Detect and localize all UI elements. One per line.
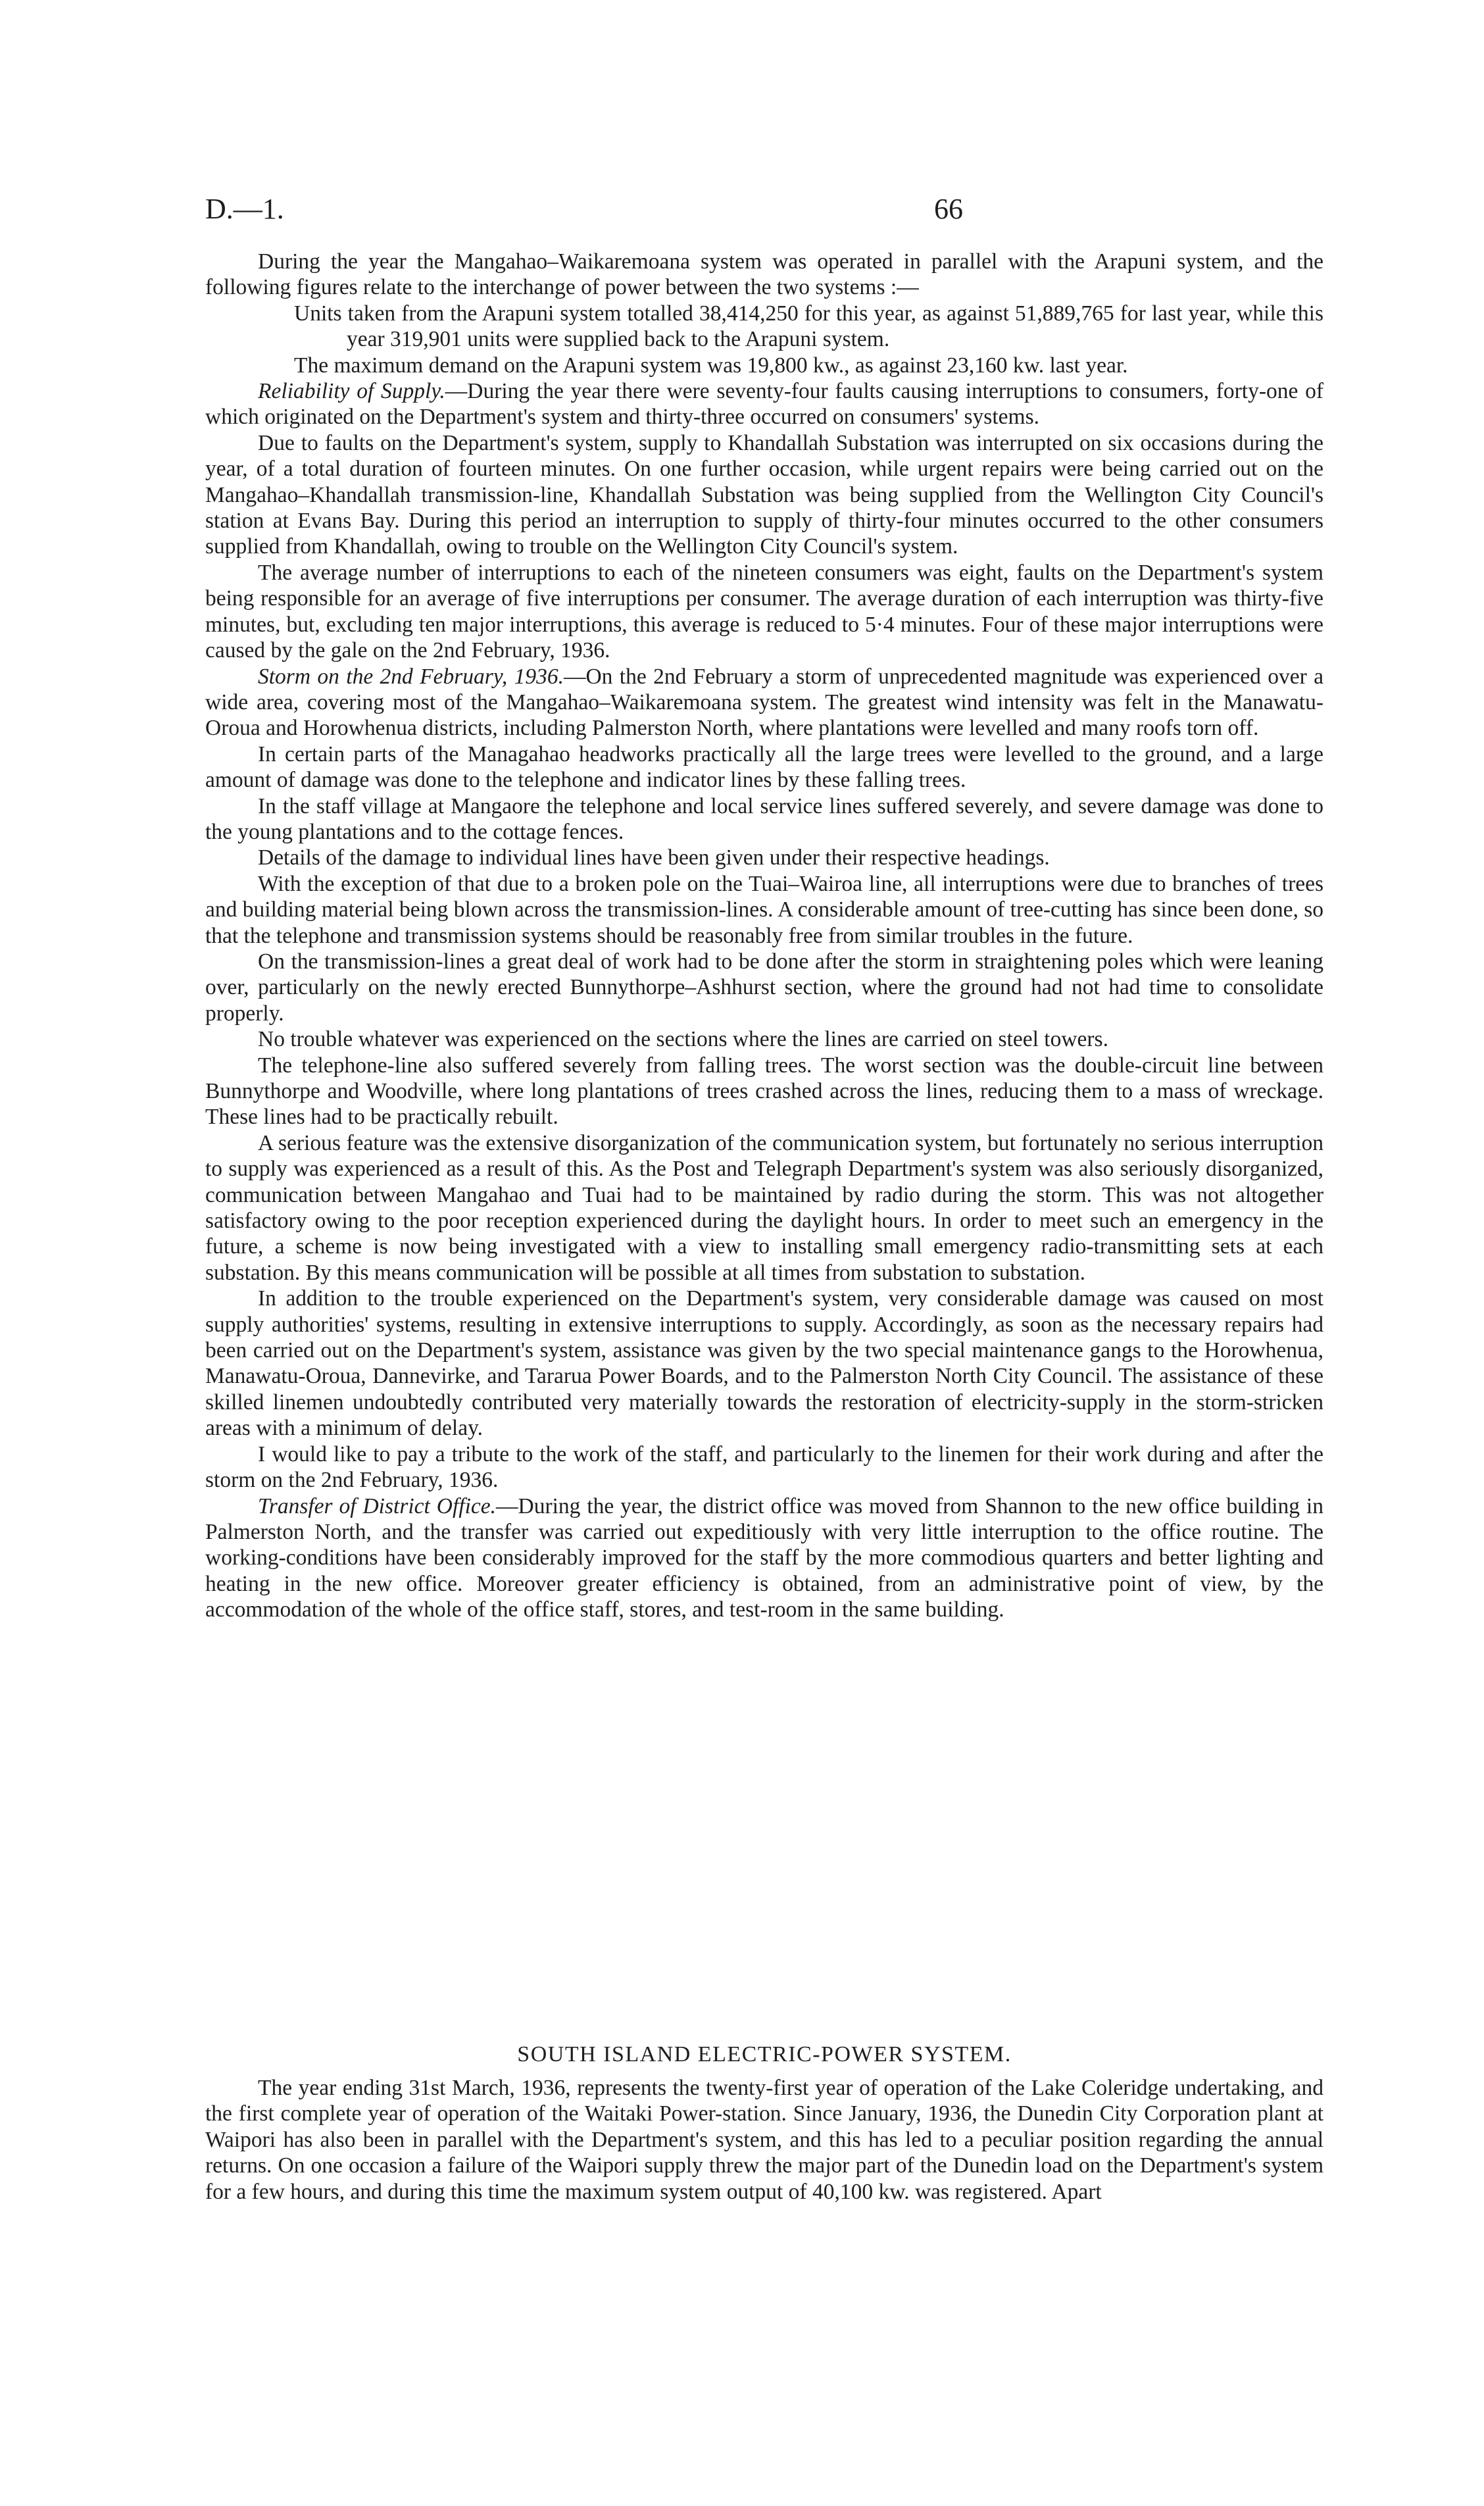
document-reference: D.—1.	[205, 193, 284, 225]
paragraph: During the year the Mangahao–Waikaremoana system was operated in parallel with the Arapuni system, and the following figures relate to the interchange of power between the two systems :—	[205, 249, 1323, 300]
paragraph: The year ending 31st March, 1936, represents the twenty-first year of operation of the Lake Coleridge undertaking, and the first complete year of operation of the Waitaki Power-station. Since January, 1936, the Dunedin City Corporation plant at Waipori has also been in parallel with the Department's system, and this has led to a peculiar position regarding the annual returns. On one occasion a failure of the Waipori supply threw the major part of the Dunedin load on the Department's system for a few hours, and during this time the maximum system output of 40,100 kw. was registered. Apart	[205, 2076, 1323, 2204]
paragraph: In addition to the trouble experienced on the Department's system, very considerable damage was caused on most supply authorities' systems, resulting in extensive interruptions to supply. Accordingly, as soon as the necessary repairs had been carried out on the Department's system, assistance was given by the two special maintenance gangs to the Horowhenua, Manawatu-Oroua, Dannevirke, and Tararua Power Boards, and to the Palmerston North City Council. The assistance of these skilled linemen undoubtedly contributed very materially towards the restoration of electricity-supply in the storm-stricken areas with a minimum of delay.	[205, 1286, 1323, 1441]
paragraph: In the staff village at Mangaore the telephone and local service lines suffered severely, and severe damage was done to the young plantations and to the cottage fences.	[205, 793, 1323, 844]
section-heading: SOUTH ISLAND ELECTRIC-POWER SYSTEM.	[517, 2042, 1012, 2067]
main-body-text	[205, 249, 1323, 1623]
paragraph: Reliability of Supply.—During the year there were seventy-four faults causing interruptions to consumers, forty-one of which originated on the Department's system and thirty-three occurred on consumers' systems.	[205, 379, 1323, 430]
paragraph: I would like to pay a tribute to the work of the staff, and particularly to the linemen for their work during and after the storm on the 2nd February, 1936.	[205, 1441, 1323, 1493]
paragraph: Transfer of District Office.—During the year, the district office was moved from Shannon to the new office building in Palmerston North, and the transfer was carried out expeditiously with very little interruption to the office routine. The working-conditions have been considerably improved for the staff by the more commodious quarters and better lighting and heating in the new office. Moreover greater efficiency is obtained, from an administrative point of view, by the accommodation of the whole of the office staff, stores, and test-room in the same building.	[205, 1493, 1323, 1622]
section-body-text	[205, 2075, 1323, 2205]
paragraph: On the transmission-lines a great deal of work had to be done after the storm in straightening poles which were leaning over, particularly on the newly erected Bunnythorpe–Ashhurst section, where the ground had not had time to consolidate properly.	[205, 949, 1323, 1026]
paragraph: Details of the damage to individual lines have been given under their respective headings.	[258, 845, 1050, 870]
page-header	[205, 192, 1323, 232]
paragraph: Due to faults on the Department's system, supply to Khandallah Substation was interrupted on six occasions during the year, of a total duration of fourteen minutes. On one further occasion, while urgent repairs were being carried out on the Mangahao–Khandallah transmission-line, Khandallah Substation was being supplied from the Wellington City Council's station at Evans Bay. During this period an interruption to supply of thirty-four minutes occurred to the other consumers supplied from Khandallah, owing to trouble on the Wellington City Council's system.	[205, 430, 1323, 559]
paragraph: With the exception of that due to a broken pole on the Tuai–Wairoa line, all interruptions were due to branches of trees and building material being blown across the transmission-lines. A considerable amount of tree-cutting has since been done, so that the telephone and transmission systems should be reasonably free from similar troubles in the future.	[205, 871, 1323, 948]
paragraph-heading: Transfer of District Office.	[258, 1493, 496, 1518]
paragraph: In certain parts of the Managahao headworks practically all the large trees were levelled to the ground, and a large amount of damage was done to the telephone and indicator lines by these falling trees.	[205, 741, 1323, 793]
paragraph-heading: Reliability of Supply.	[258, 379, 445, 404]
page-number: 66	[934, 193, 963, 225]
paragraph: The average number of interruptions to each of the nineteen consumers was eight, faults on the Department's system being responsible for an average of five interruptions per consumer. The average duration of each interruption was thirty-five minutes, but, excluding ten major interruptions, this average is reduced to 5·4 minutes. Four of these major interruptions were caused by the gale on the 2nd February, 1936.	[205, 560, 1323, 663]
paragraph: A serious feature was the extensive disorganization of the communication system, but fortunately no serious interruption to supply was experienced as a result of this. As the Post and Telegraph Department's system was also seriously disorganized, communication between Mangahao and Tuai had to be maintained by radio during the storm. This was not altogether satisfactory owing to the poor reception experienced during the daylight hours. In order to meet such an emergency in the future, a scheme is now being investigated with a view to installing small emergency radio-transmitting sets at each substation. By this means communication will be possible at all times from substation to substation.	[205, 1130, 1323, 1285]
quoted-figure: Units taken from the Arapuni system totalled 38,414,250 for this year, as against 51,889,765 for last year, while this year 319,901 units were supplied back to the Arapuni system.	[294, 301, 1323, 352]
paragraph: No trouble whatever was experienced on the sections where the lines are carried on steel towers.	[258, 1027, 1108, 1052]
quoted-figure: The maximum demand on the Arapuni system was 19,800 kw., as against 23,160 kw. last year.	[294, 353, 1128, 378]
paragraph-heading: Storm on the 2nd February, 1936.	[258, 664, 564, 689]
paragraph: The telephone-line also suffered severely from falling trees. The worst section was the double-circuit line between Bunnythorpe and Woodville, where long plantations of trees crashed across the lines, reducing them to a mass of wreckage. These lines had to be practically rebuilt.	[205, 1053, 1323, 1130]
paragraph: Storm on the 2nd February, 1936.—On the 2nd February a storm of unprecedented magnitude was experienced over a wide area, covering most of the Mangahao–Waikaremoana system. The greatest wind intensity was felt in the Manawatu-Oroua and Horowhenua districts, including Palmerston North, where plantations were levelled and many roofs torn off.	[205, 664, 1323, 741]
